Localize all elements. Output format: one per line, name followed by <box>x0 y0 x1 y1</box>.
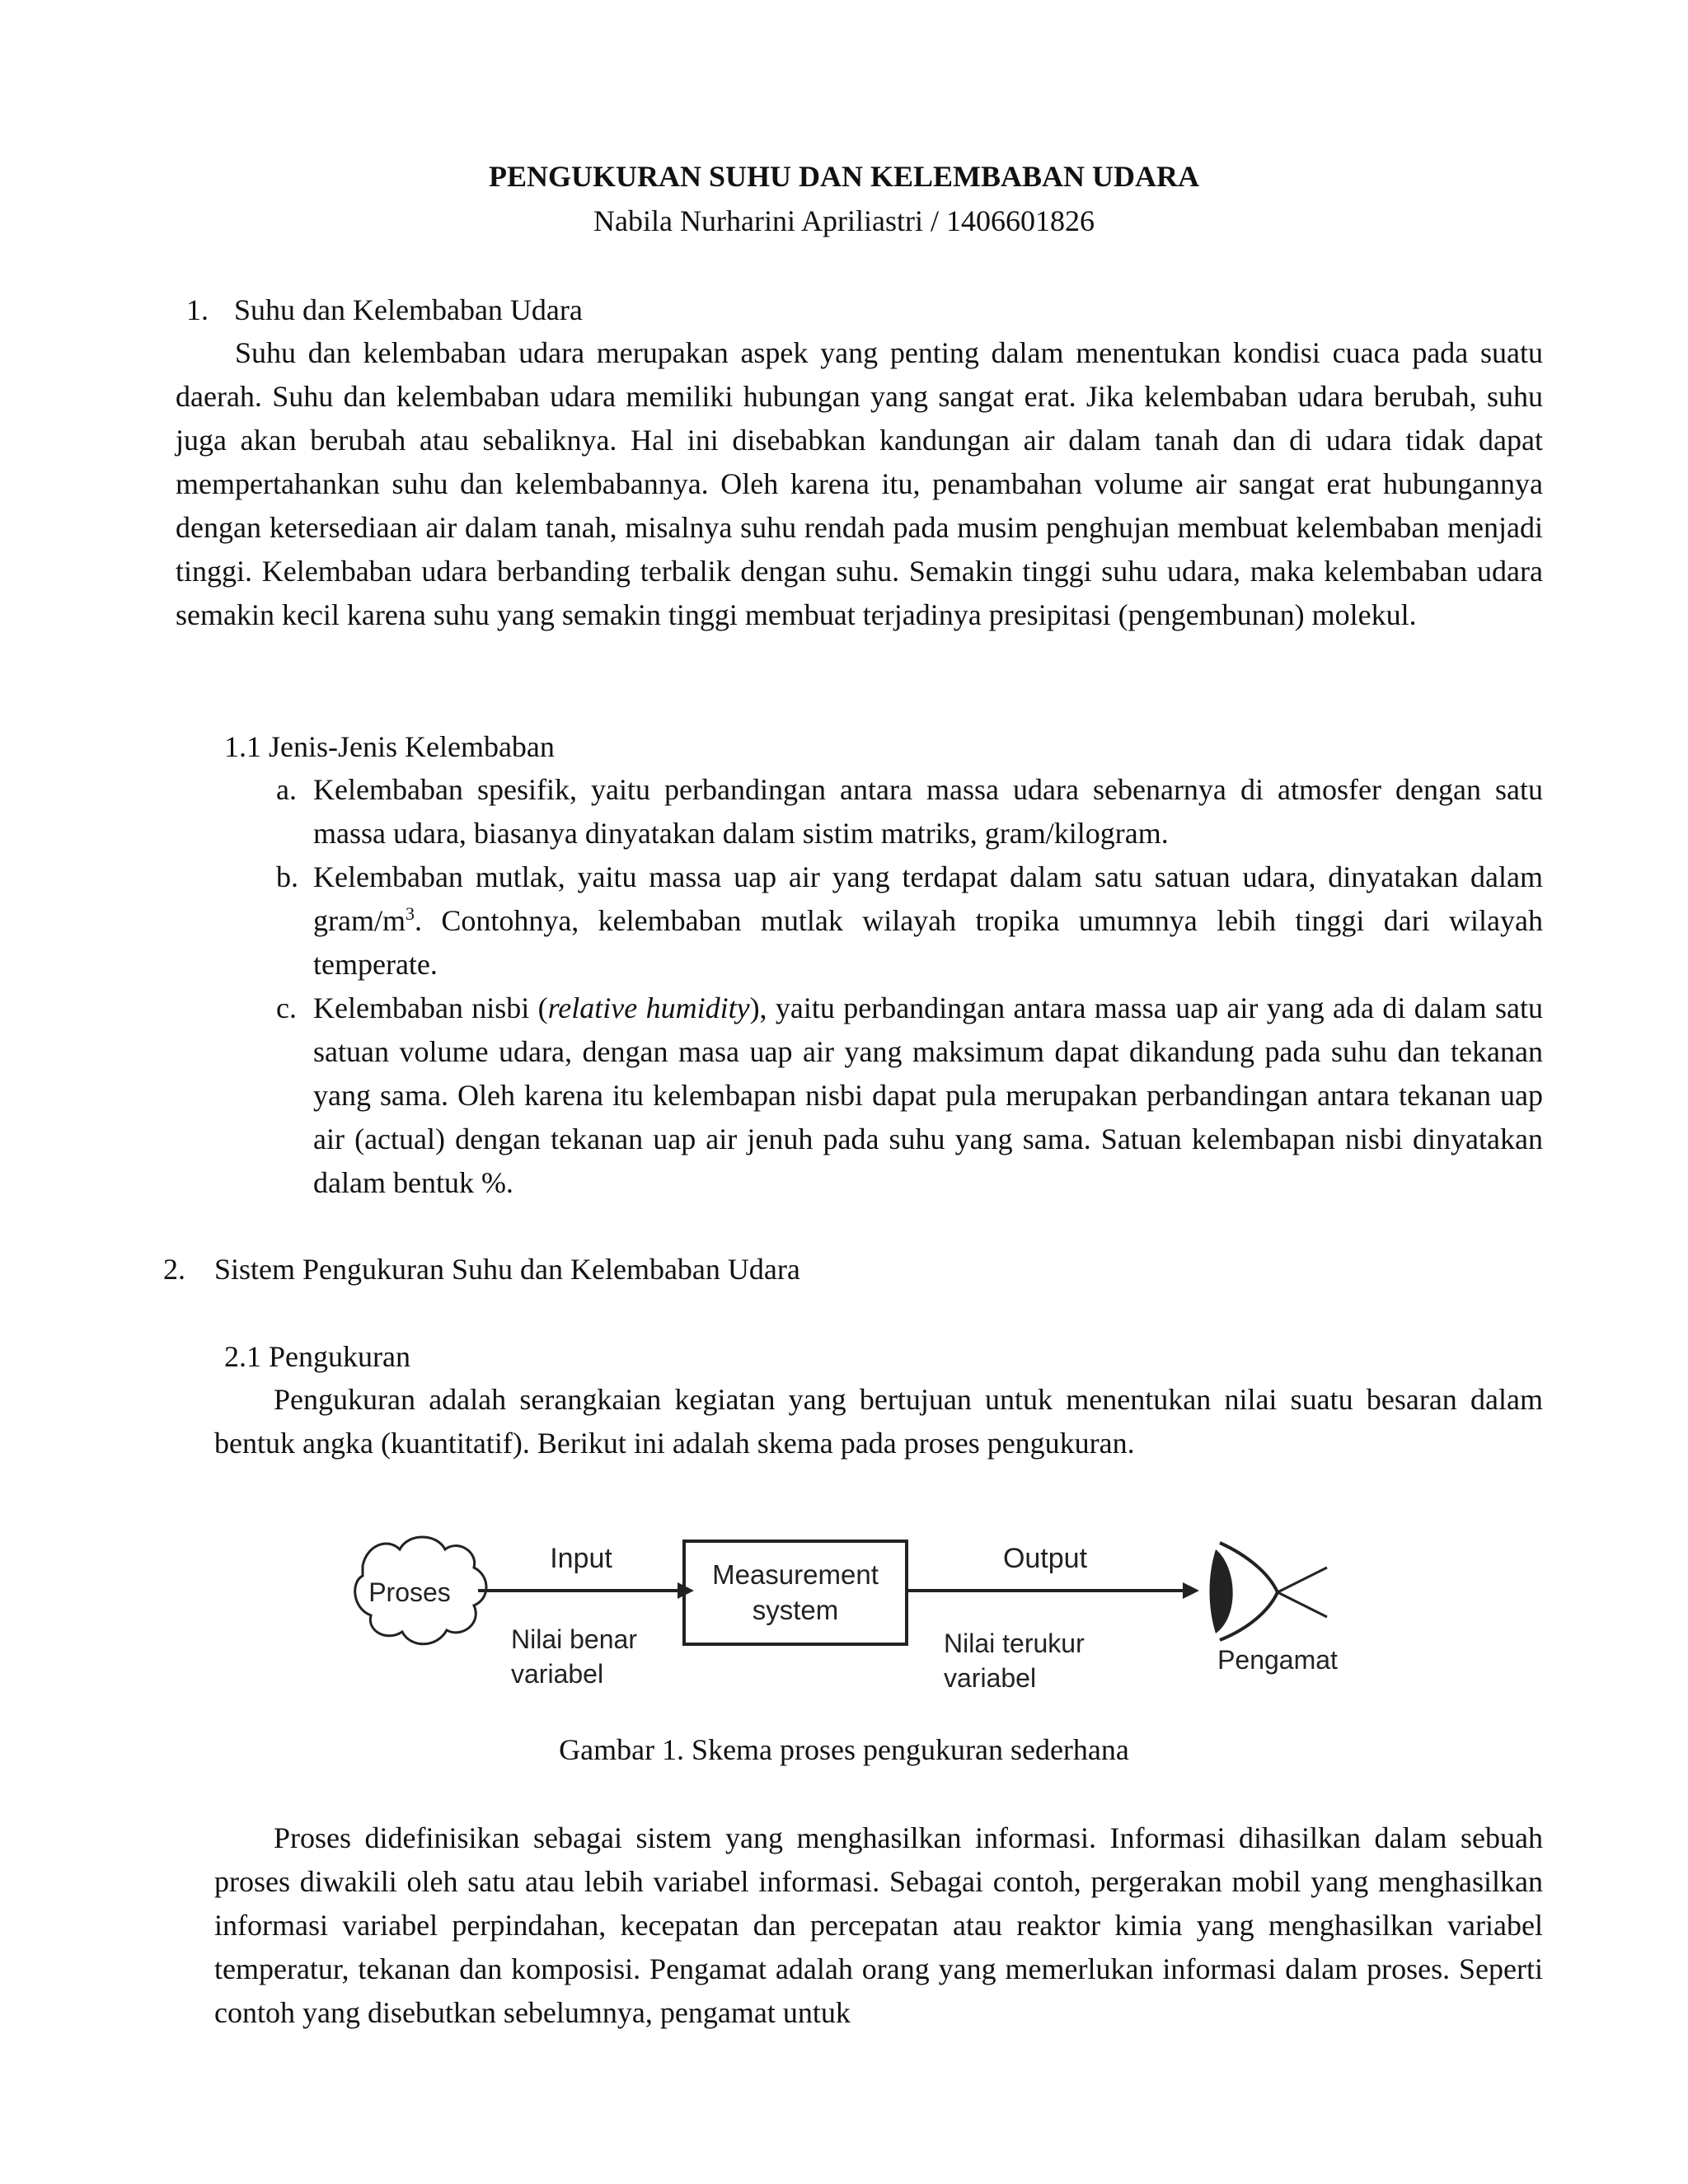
section-2-1-continuation-paragraph: Proses didefinisikan sebagai sistem yang menghasilkan informasi. Informasi dihasilkan dalam sebuah proses diwakili oleh satu atau lebih variabel informasi. Sebagai contoh, pergerakan mobil yang menghasilkan informasi variabel perpindahan, kecepatan dan percepatan atau reaktor kimia yang menghasilkan variabel temperatur, tekanan dan komposisi. Pengamat adalah orang yang memerlukan informasi dalam proses. Seperti contoh yang disebutkan sebelumnya, pengamat untuk <box>214 1821 1543 2029</box>
input-sub-label-1: Nilai benar <box>511 1624 637 1654</box>
input-sub-label-2: variabel <box>511 1659 604 1689</box>
output-label: Output <box>1002 1543 1088 1574</box>
section-2-1-continuation-block <box>214 1816 1543 2035</box>
input-label: Input <box>550 1543 612 1574</box>
list-marker-a: a. <box>276 773 297 806</box>
measurement-diagram <box>338 1516 1360 1706</box>
measurement-system-box <box>684 1541 907 1644</box>
figure-caption: Gambar 1. Skema proses pengukuran sederhana <box>559 1733 1129 1766</box>
list-item-b <box>276 855 1543 987</box>
superscript-three: 3 <box>405 903 415 924</box>
document-author: Nabila Nurharini Apriliastri / 1406601826 <box>593 204 1095 237</box>
list-text-b-before: Kelembaban mutlak, yaitu massa uap air yang terdapat dalam satu satuan udara, dinyatakan dalam gram/m <box>313 860 1543 937</box>
measurement-system-label-2: system <box>752 1595 839 1625</box>
list-marker-c: c. <box>276 991 297 1024</box>
section-2-heading: Sistem Pengukuran Suhu dan Kelembaban Udara <box>214 1253 800 1286</box>
list-item-a <box>276 768 1543 855</box>
output-sub-label-1: Nilai terukur <box>944 1629 1085 1658</box>
section-1-heading: Suhu dan Kelembaban Udara <box>234 293 583 326</box>
list-text-c-before: Kelembaban nisbi ( <box>313 991 548 1024</box>
document-title: PENGUKURAN SUHU DAN KELEMBABAN UDARA <box>488 160 1200 193</box>
section-2-1-paragraph: Pengukuran adalah serangkaian kegiatan yang bertujuan untuk menentukan nilai suatu besaran dalam bentuk angka (kuantitatif). Berikut ini adalah skema pada proses pengukuran. <box>214 1383 1543 1460</box>
section-1-paragraph: Suhu dan kelembaban udara merupakan aspek yang penting dalam menentukan kondisi cuaca pada suatu daerah. Suhu dan kelembaban udara memiliki hubungan yang sangat erat. Jika kelembaban udara berubah, suhu juga akan berubah atau sebaliknya. Hal ini disebabkan kandungan air dalam tanah dan di udara tidak dapat mempertahankan suhu dan kelembabannya. Oleh karena itu, penambahan volume air sangat erat hubungannya dengan ketersediaan air dalam tanah, misalnya suhu rendah pada musim penghujan membuat kelembaban menjadi tinggi. Kelembaban udara berbanding terbalik dengan suhu. Semakin tinggi suhu udara, maka kelembaban udara semakin kecil karena suhu yang semakin tinggi membuat terjadinya presipitasi (pengembunan) molekul. <box>176 336 1543 631</box>
section-2-1-heading: 2.1 Pengukuran <box>224 1340 410 1373</box>
observer-eye-icon <box>1210 1543 1328 1640</box>
list-text-c-italic: relative humidity <box>547 991 750 1024</box>
output-sub-label-2: variabel <box>944 1663 1037 1693</box>
list-text-c-after: ), yaitu perbandingan antara massa uap air yang ada di dalam satu satuan volume udara, dengan masa uap air yang maksimum dapat dikandung pada suhu dan tekanan yang sama. Oleh karena itu kelembapan nisbi dapat pula merupakan perbandingan antara tekanan uap air (actual) dengan tekanan uap air jenuh pada suhu yang sama. Satuan kelembapan nisbi dinyatakan dalam bentuk %. <box>313 991 1543 1199</box>
list-text-b-after: . Contohnya, kelembaban mutlak wilayah tropika umumnya lebih tinggi dari wilayah temperate. <box>313 904 1543 981</box>
process-label: Proses <box>368 1577 451 1607</box>
list-item-c <box>276 987 1543 1205</box>
output-arrowhead <box>1183 1582 1199 1599</box>
list-text-a: Kelembaban spesifik, yaitu perbandingan antara massa udara sebenarnya di atmosfer dengan satu massa udara, biasanya dinyatakan dalam sistim matriks, gram/kilogram. <box>313 773 1543 850</box>
section-2-number: 2. <box>163 1253 185 1286</box>
section-2-1-paragraph-block <box>214 1378 1543 1465</box>
section-1-1-heading: 1.1 Jenis-Jenis Kelembaban <box>224 730 555 763</box>
list-marker-b: b. <box>276 860 298 893</box>
section-1-paragraph-block <box>176 331 1543 637</box>
observer-label: Pengamat <box>1217 1645 1338 1675</box>
section-1-number: 1. <box>186 293 209 326</box>
measurement-system-label-1: Measurement <box>712 1559 879 1590</box>
